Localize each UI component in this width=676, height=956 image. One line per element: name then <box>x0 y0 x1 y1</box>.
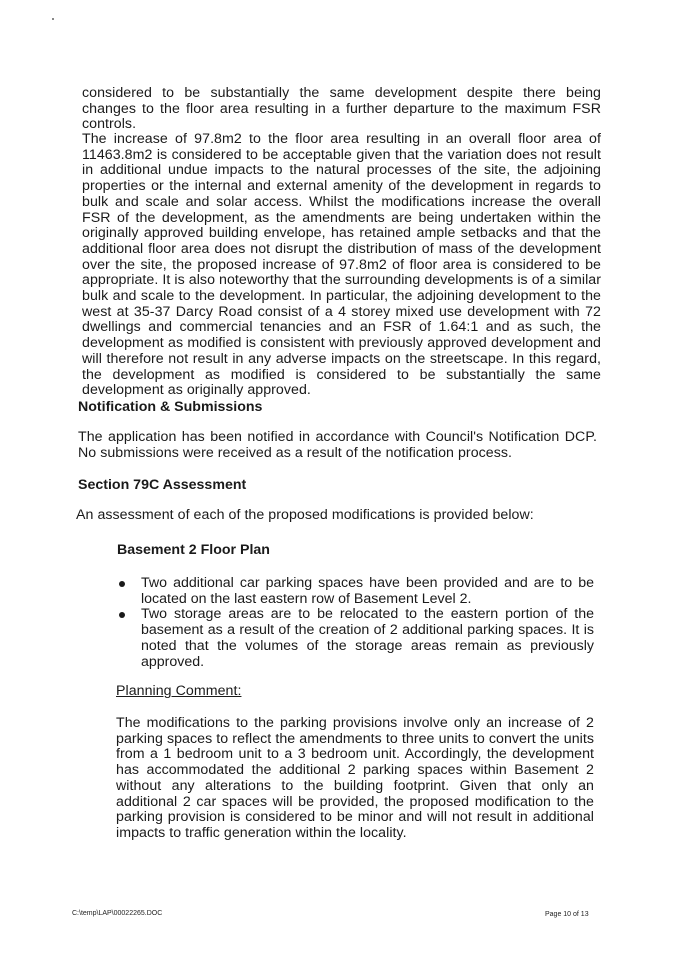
list-item <box>117 576 594 607</box>
basement-heading: Basement 2 Floor Plan <box>117 542 270 558</box>
scan-mark <box>52 18 54 20</box>
bullet-icon <box>119 581 125 587</box>
section-79c-intro: An assessment of each of the proposed modifications is provided below: <box>76 507 534 523</box>
modifications-list <box>117 576 594 670</box>
footer-file-path: C:\temp\LAP\00022265.DOC <box>72 910 163 917</box>
planning-comment-body: The modifications to the parking provisions involve only an increase of 2 parking spaces to reflect the amendments to three units to convert the units from a 1 bedroom unit to a 3 bedroom unit. Accordingly, the development has accommodated the additional 2 parking spaces within Basement 2 without any alterations to the building footprint. Given that only an additional 2 car spaces will be provided, the proposed modification to the parking provision is considered to be minor and will not result in additional impacts to traffic generation within the locality. <box>116 715 594 841</box>
planning-comment-heading: Planning Comment: <box>116 683 242 699</box>
footer-page-number: Page 10 of 13 <box>545 911 589 918</box>
notification-heading: Notification & Submissions <box>78 399 263 415</box>
paragraph-floor-area: The increase of 97.8m2 to the floor area resulting in an overall floor area of 11463.8m2 is considered to be acceptable given that the variation does not result in additional undue impacts to the natural processes of the site, the adjoining properties or the internal and external amenity of the development in regards to bulk and scale and solar access. Whilst the modifications increase the overall FSR of the development, as the amendments are being undertaken within the originally approved building envelope, has retained ample setbacks and that the additional floor area does not disrupt the distribution of mass of the development over the site, the proposed increase of 97.8m2 of floor area is considered to be appropriate. It is also noteworthy that the surrounding developments is of a similar bulk and scale to the development. In particular, the adjoining development to the west at 35-37 Darcy Road consist of a 4 storey mixed use development with 72 dwellings and commercial tenancies and an FSR of 1.64:1 and as such, the development as modified is consistent with previously approved development and will therefore not result in any adverse impacts on the streetscape. In this regard, the development as modified is considered to be substantially the same development as originally approved. <box>82 131 601 399</box>
list-item-text: Two additional car parking spaces have been provided and are to be located on the last eastern row of Basement Level 2. <box>141 575 594 607</box>
section-79c-heading: Section 79C Assessment <box>78 477 247 493</box>
paragraph-continuation: considered to be substantially the same development despite there being changes to the floor area resulting in a further departure to the maximum FSR controls. <box>82 85 601 133</box>
list-item <box>117 607 594 670</box>
notification-body: The application has been notified in accordance with Council's Notification DCP. No submissions were received as a result of the notification process. <box>78 429 597 461</box>
list-item-text: Two storage areas are to be relocated to the eastern portion of the basement as a result of the creation of 2 additional parking spaces. It is noted that the volumes of the storage areas remain as previously approved. <box>141 606 594 670</box>
bullet-icon <box>119 612 125 618</box>
